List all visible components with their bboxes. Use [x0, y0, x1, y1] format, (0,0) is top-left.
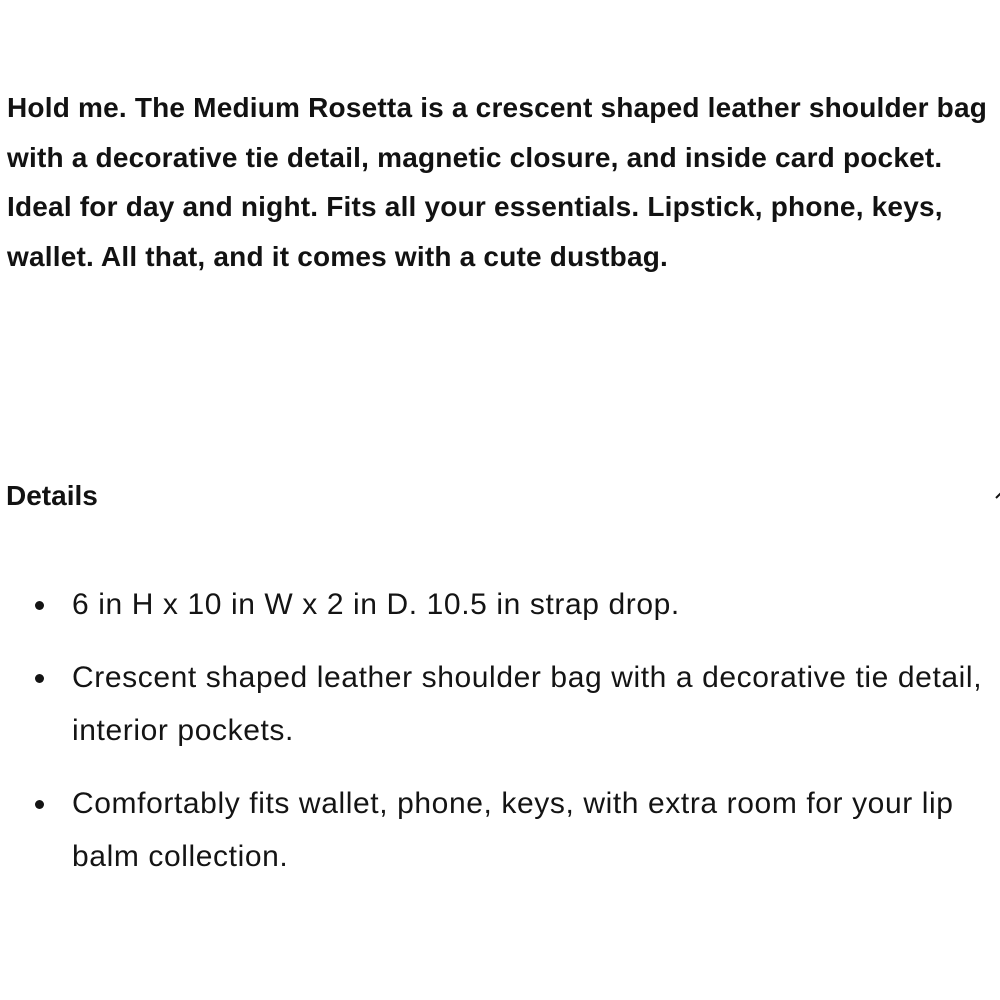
details-list-item — [0, 651, 1000, 758]
details-item-text: 6 in H x 10 in W x 2 in D. 10.5 in strap drop. — [72, 588, 680, 621]
details-list — [0, 578, 1000, 903]
details-title: Details — [6, 480, 98, 511]
details-list-item — [0, 578, 1000, 632]
chevron-up-icon[interactable] — [994, 484, 1000, 504]
details-item-text: Comfortably fits wallet, phone, keys, with extra room for your lip balm collection. — [72, 786, 954, 873]
bullet-icon — [35, 800, 44, 809]
product-description: Hold me. The Medium Rosetta is a crescent shaped leather shoulder bag with a decorative tie detail, magnetic closure, and inside card pocket. Ideal for day and night. Fits all your essentials. Lipstick, phone, keys, wallet. All that, and it comes with a cute dustbag. — [7, 92, 988, 272]
details-list-item — [0, 777, 1000, 884]
details-accordion-header[interactable] — [0, 472, 1000, 522]
bullet-icon — [35, 601, 44, 610]
details-item-text: Crescent shaped leather shoulder bag with a decorative tie detail, interior pockets. — [72, 660, 983, 747]
bullet-icon — [35, 674, 44, 683]
